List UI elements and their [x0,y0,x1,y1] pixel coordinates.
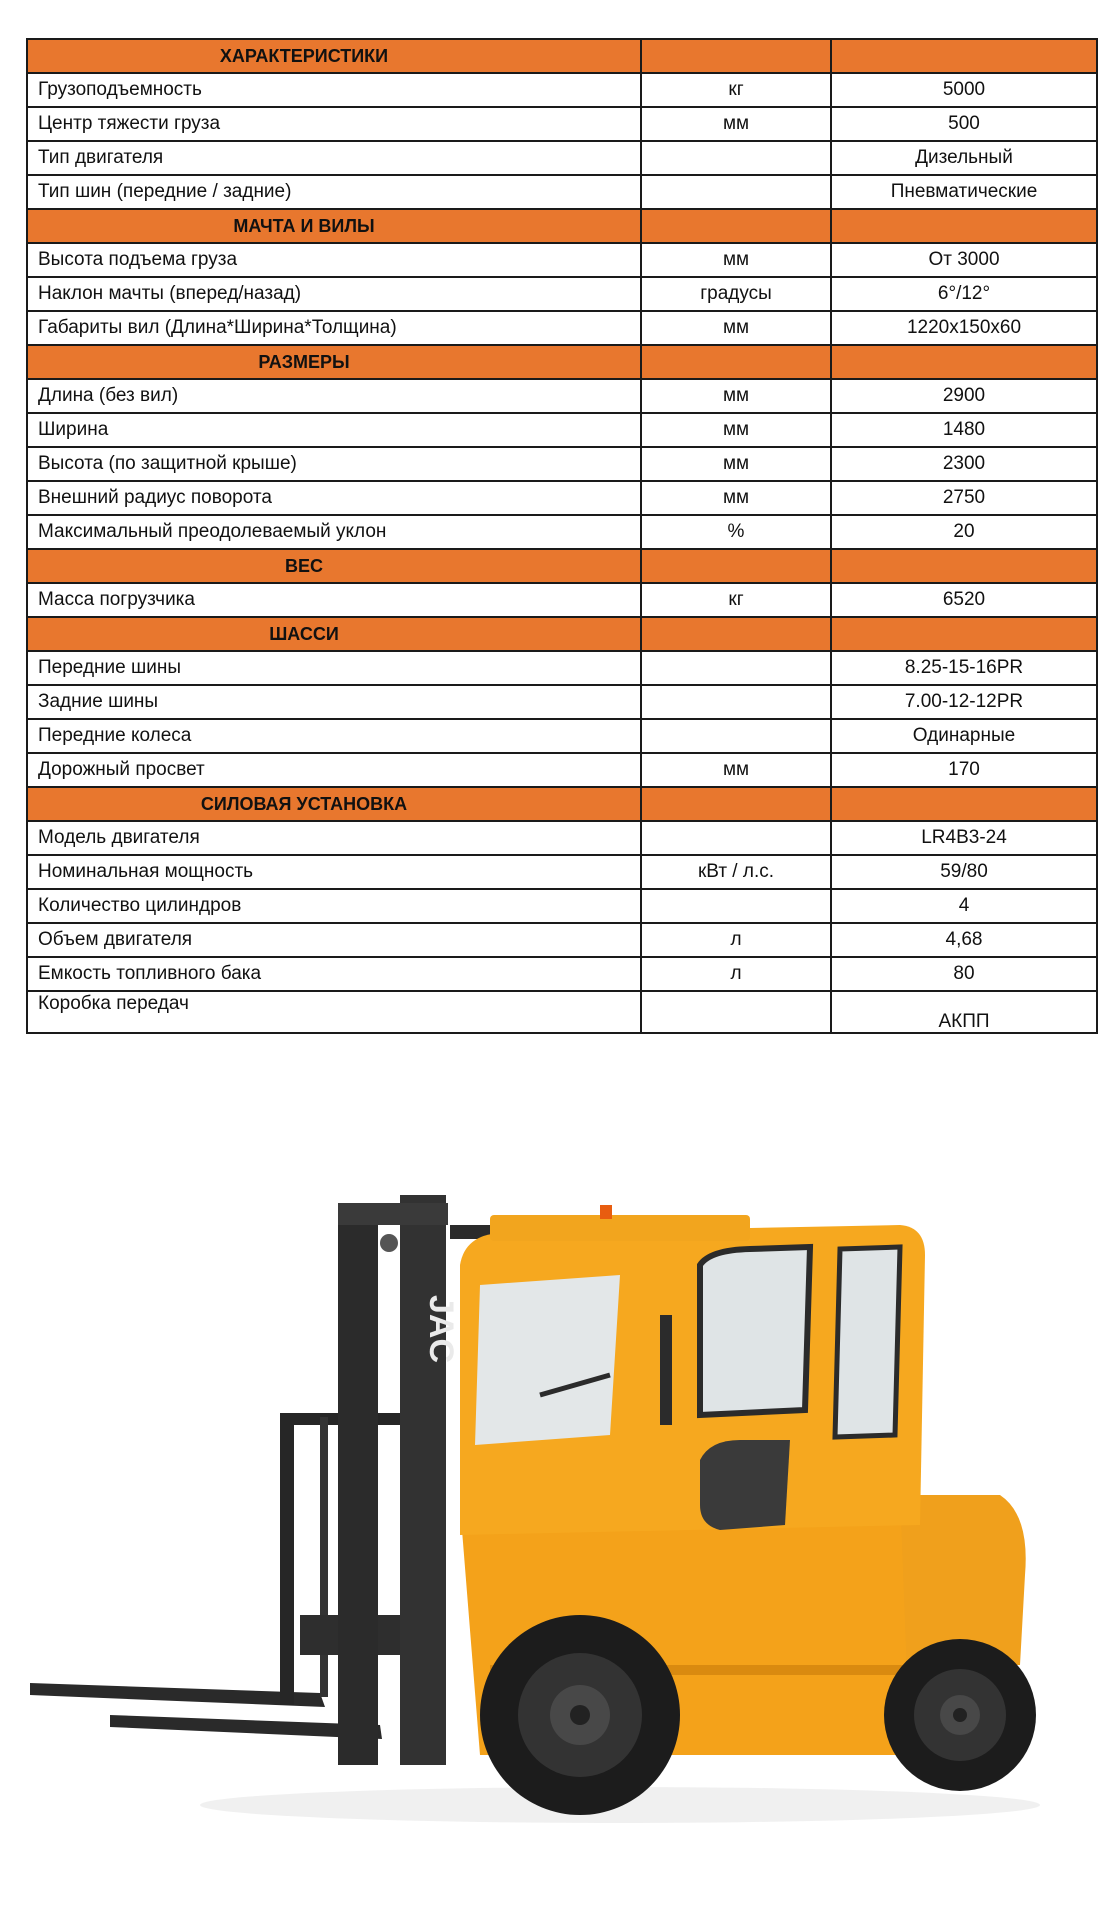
spec-name: Максимальный преодолеваемый уклон [27,515,641,549]
table-row [27,821,1097,855]
spec-unit [641,651,831,685]
spec-unit [641,175,831,209]
spec-unit: мм [641,107,831,141]
spec-value: LR4B3-24 [831,821,1097,855]
spec-value: 1220x150x60 [831,311,1097,345]
section-unit-cell [641,209,831,243]
spec-value: 7.00-12-12PR [831,685,1097,719]
spec-value: 6520 [831,583,1097,617]
spec-value: 2300 [831,447,1097,481]
spec-value: 500 [831,107,1097,141]
table-row [27,107,1097,141]
table-row [27,243,1097,277]
spec-name: Тип двигателя [27,141,641,175]
section-header [27,787,1097,821]
spec-unit: мм [641,753,831,787]
table-row [27,855,1097,889]
section-unit-cell [641,549,831,583]
spec-name: Внешний радиус поворота [27,481,641,515]
spec-value: 2900 [831,379,1097,413]
spec-name: Емкость топливного бака [27,957,641,991]
spec-name: Грузоподъемность [27,73,641,107]
spec-unit: л [641,923,831,957]
section-value-cell [831,39,1097,73]
section-value-cell [831,209,1097,243]
brand-logo: JAC [422,1295,460,1364]
table-row [27,73,1097,107]
section-header [27,345,1097,379]
spec-unit: мм [641,243,831,277]
spec-table-body [27,39,1097,1033]
spec-value: Дизельный [831,141,1097,175]
spec-value: От 3000 [831,243,1097,277]
section-value-cell [831,345,1097,379]
section-value-cell [831,617,1097,651]
spec-name: Тип шин (передние / задние) [27,175,641,209]
spec-unit: кг [641,583,831,617]
spec-name: Коробка передач [27,991,641,1033]
spec-value: 2750 [831,481,1097,515]
spec-value: 1480 [831,413,1097,447]
table-row [27,991,1097,1033]
spec-value: 80 [831,957,1097,991]
mast-right [400,1195,446,1765]
section-title: МАЧТА И ВИЛЫ [27,209,641,243]
spec-unit [641,991,831,1033]
section-value-cell [831,787,1097,821]
section-title: ШАССИ [27,617,641,651]
spec-value: 4 [831,889,1097,923]
spec-name: Количество цилиндров [27,889,641,923]
spec-name: Объем двигателя [27,923,641,957]
spec-name: Номинальная мощность [27,855,641,889]
spec-name: Ширина [27,413,641,447]
table-row [27,685,1097,719]
table-row [27,481,1097,515]
table-row [27,719,1097,753]
spec-unit: мм [641,379,831,413]
spec-unit: мм [641,413,831,447]
spec-unit [641,719,831,753]
spec-value: АКПП [831,991,1097,1033]
lower-window [700,1440,790,1530]
section-unit-cell [641,345,831,379]
spec-value: 8.25-15-16PR [831,651,1097,685]
spec-unit: кВт / л.с. [641,855,831,889]
table-row [27,311,1097,345]
table-row [27,753,1097,787]
spec-unit: кг [641,73,831,107]
table-row [27,277,1097,311]
spec-value: 59/80 [831,855,1097,889]
spec-value: 170 [831,753,1097,787]
section-title: ВЕС [27,549,641,583]
spec-name: Высота подъема груза [27,243,641,277]
table-row [27,889,1097,923]
spec-value: 6°/12° [831,277,1097,311]
spec-value: Пневматические [831,175,1097,209]
spec-name: Модель двигателя [27,821,641,855]
spec-name: Центр тяжести груза [27,107,641,141]
spec-name: Наклон мачты (вперед/назад) [27,277,641,311]
spec-unit [641,685,831,719]
spec-unit [641,821,831,855]
spec-unit: мм [641,447,831,481]
spec-value: 4,68 [831,923,1097,957]
spec-unit: мм [641,481,831,515]
table-row [27,141,1097,175]
spec-name: Передние колеса [27,719,641,753]
mast-left [338,1205,378,1765]
spec-name: Задние шины [27,685,641,719]
spec-name: Дорожный просвет [27,753,641,787]
spec-unit [641,141,831,175]
section-title: СИЛОВАЯ УСТАНОВКА [27,787,641,821]
table-row [27,413,1097,447]
table-row [27,583,1097,617]
table-row [27,447,1097,481]
spec-value: 5000 [831,73,1097,107]
forklift-image [20,1195,1060,1835]
front-window [475,1275,620,1445]
door-window [700,1247,810,1415]
section-header [27,549,1097,583]
spec-name: Габариты вил (Длина*Ширина*Толщина) [27,311,641,345]
spec-unit: л [641,957,831,991]
spec-value: Одинарные [831,719,1097,753]
spec-table [26,38,1098,1034]
spec-name: Масса погрузчика [27,583,641,617]
spec-value: 20 [831,515,1097,549]
table-row [27,923,1097,957]
section-unit-cell [641,39,831,73]
spec-name: Длина (без вил) [27,379,641,413]
rear-window [835,1247,900,1437]
table-row [27,651,1097,685]
table-row [27,957,1097,991]
table-row [27,175,1097,209]
section-header [27,209,1097,243]
spec-name: Передние шины [27,651,641,685]
section-title: ХАРАКТЕРИСТИКИ [27,39,641,73]
section-header [27,617,1097,651]
spec-unit [641,889,831,923]
table-row [27,379,1097,413]
spec-unit: мм [641,311,831,345]
table-row [27,515,1097,549]
section-header [27,39,1097,73]
section-title: РАЗМЕРЫ [27,345,641,379]
section-unit-cell [641,617,831,651]
spec-unit: % [641,515,831,549]
section-value-cell [831,549,1097,583]
section-unit-cell [641,787,831,821]
spec-unit: градусы [641,277,831,311]
spec-name: Высота (по защитной крыше) [27,447,641,481]
